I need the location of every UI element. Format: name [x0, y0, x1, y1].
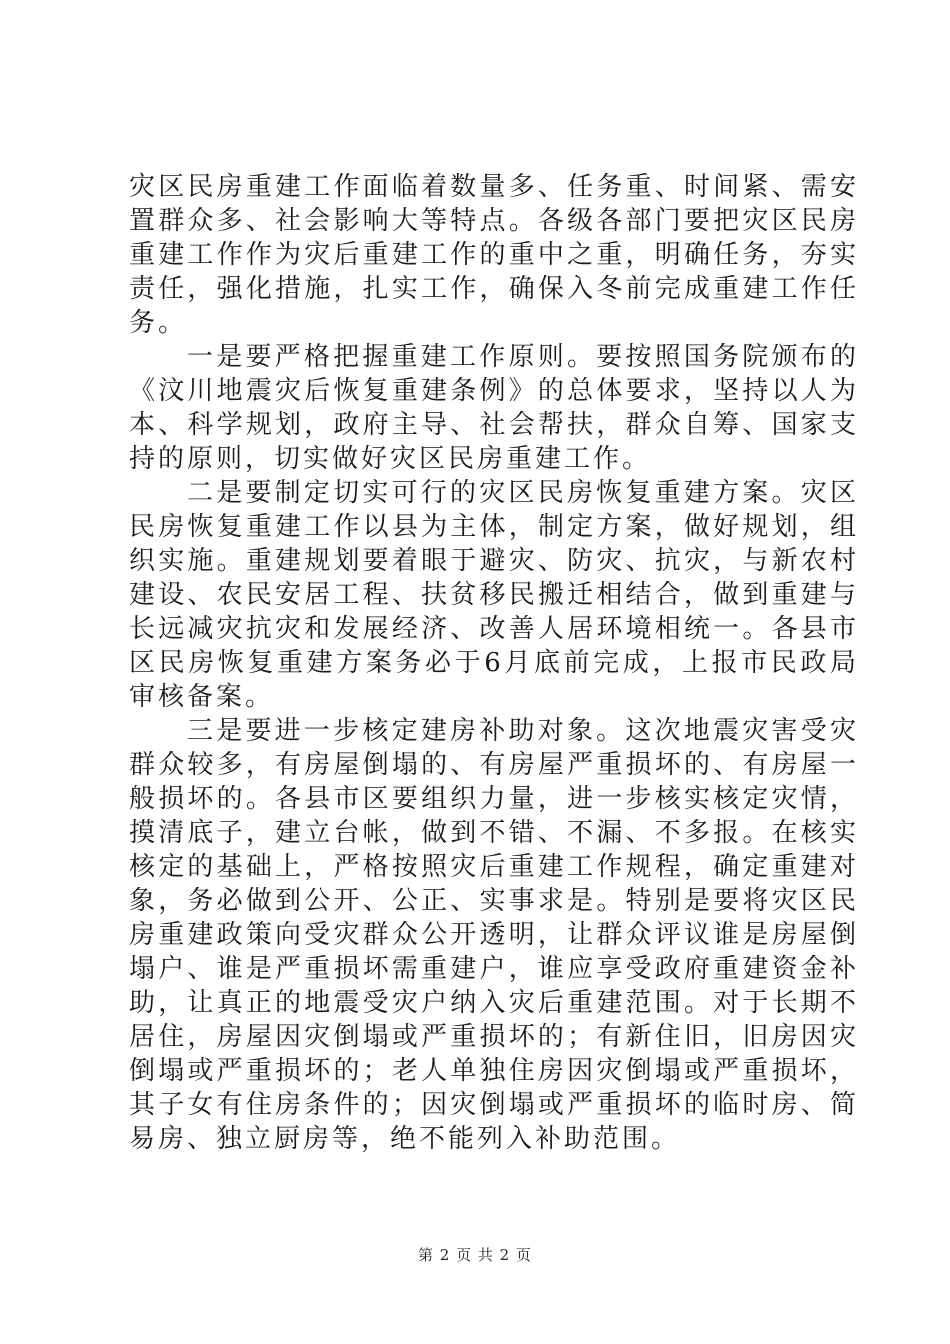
paragraph-intro: 灾区民房重建工作面临着数量多、任务重、时间紧、需安置群众多、社会影响大等特点。各级各部门要把灾区民房重建工作作为灾后重建工作的重中之重，明确任务，夯实责任，强化措施，扎实工作，确保入冬前完成重建工作任务。: [129, 172, 859, 338]
document-body: [129, 170, 859, 1156]
paragraph-principle: 一是要严格把握重建工作原则。要按照国务院颁布的《汶川地震灾后恢复重建条例》的总体要求，坚持以人为本、科学规划，政府主导、社会帮扶，群众自筹、国家支持的原则，切实做好灾区民房重建工作。: [129, 342, 859, 474]
paragraph-plan: 二是要制定切实可行的灾区民房恢复重建方案。灾区民房恢复重建工作以县为主体，制定方案，做好规划，组织实施。重建规划要着眼于避灾、防灾、抗灾，与新农村建设、农民安居工程、扶贫移民搬迁相结合，做到重建与长远减灾抗灾和发展经济、改善人居环境相统一。各县市区民房恢复重建方案务必于6月底前完成，上报市民政局审核备案。: [129, 478, 859, 712]
page-number-footer: 第 2 页 共 2 页: [418, 1246, 532, 1264]
paragraph-subsidy: 三是要进一步核定建房补助对象。这次地震灾害受灾群众较多，有房屋倒塌的、有房屋严重损坏的、有房屋一般损坏的。各县市区要组织力量，进一步核实核定灾情，摸清底子，建立台帐，做到不错、不漏、不多报。在核实核定的基础上，严格按照灾后重建工作规程，确定重建对象，务必做到公开、公正、实事求是。特别是要将灾区民房重建政策向受灾群众公开透明，让群众评议谁是房屋倒塌户、谁是严重损坏需重建户，谁应享受政府重建资金补助，让真正的地震受灾户纳入灾后重建范围。对于长期不居住，房屋因灾倒塌或严重损坏的；有新住旧，旧房因灾倒塌或严重损坏的；老人单独住房因灾倒塌或严重损坏，其子女有住房条件的；因灾倒塌或严重损坏的临时房、简易房、独立厨房等，绝不能列入补助范围。: [129, 716, 859, 1154]
